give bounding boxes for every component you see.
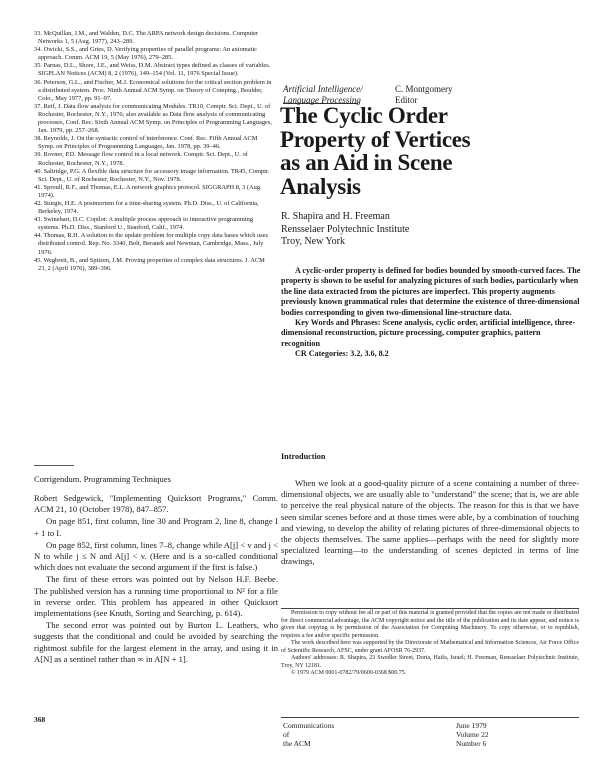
cr-categories: CR Categories: 3.2, 3.6, 8.2 [295, 349, 389, 359]
abstract-text: A cyclic-order property is defined for bodies bounded by smooth-curved faces. The property is shown to be useful for analyzing pictures of such bodies, particularly when the line data extracted from the pictures are imperfect. This property augments previously known grammatical rules that determine the existence of three-dimensional bodies corresponding to given two-dimensional line-structure data. [281, 266, 581, 317]
title-line: Property of Vertices [280, 126, 471, 152]
footnotes [281, 610, 579, 678]
title-line: as an Aid in Scene [280, 150, 453, 175]
reference-item: 40. Saltridge, P.G. A flexible data structure for accessory image information. TR45, Comptr. Sci. Dept., U. of Rochester, Rochester, N.Y., Nov. 1978. [34, 167, 270, 183]
footer-issue [456, 721, 489, 749]
footer-journal-line: of [283, 730, 290, 740]
abstract [281, 266, 581, 360]
footer-journal-line: the ACM [283, 739, 311, 749]
footer-issue-line: Volume 22 [456, 730, 489, 740]
author-addresses: Authors' addresses: R. Shapira, 23 Swedler Street, Doria, Haifa, Israel; H. Freeman, Rensselaer Polytechnic Institute, Troy, NY 12181. [281, 655, 579, 669]
reference-item: 33. McQuillan, J.M., and Walden, D.C. The ARPA network design decisions. Computer Networks 1, 5 (Aug. 1977), 243–289. [34, 30, 259, 46]
reference-item: 39. Rovner, P.D. Message flow control in a local network. Comptr. Sci. Dept., U. of Rochester, Rochester, N.Y., 1978. [34, 151, 248, 167]
footer-issue-line: June 1979 [456, 721, 487, 730]
reference-list [34, 30, 274, 273]
section-label-line: Language Processing [283, 94, 361, 105]
title-line: Analysis [280, 173, 361, 199]
funding-note: The work described here was supported by the Directorate of Mathematical and Information Sciences, Air Force Office of Scientific Research, AFSC, under grant AFOSR 76-2937. [281, 640, 579, 654]
introduction-body [281, 478, 579, 568]
section-label-line: Artificial Intelligence/ [283, 84, 363, 94]
introduction-paragraph: When we look at a good-quality picture of a scene containing a number of three-dimensional objects, we are usually able to "understand" the scene; that is, we are able to perceive the real physical nature of the objects. The reason for this is that we have seen similar scenes before and at those times were able, by a combination of touching and viewing, to develop the ability of relating pictures of three-dimensional objects to the objects themselves. The same applies—perhaps with the need for slightly more specialized learning—to the understanding of scenes depicted in terms of line drawings, [281, 478, 579, 567]
author-institution: Rensselaer Polytechnic Institute [281, 223, 410, 235]
footer-rule [281, 717, 579, 718]
author-location: Troy, New York [281, 236, 345, 248]
reference-item: 38. Reynolds, J. On the syntactic control of interference. Conf. Rec. Fifth Annual ACM Symp. on Principles of Programming Languages, Jan. 1978, pp. 39–46. [34, 135, 258, 151]
editor-role: Editor [395, 94, 418, 105]
corrigendum-paragraph: The second error was pointed out by Burton L. Leathers, who suggests that the conditional and could be avoided by searching the rightmost subfile for the largest element in the array, and using it in A[N] as a sentinel rather than ∞ in A[N + 1]. [34, 620, 278, 664]
reference-item: 34. Owicki, S.S., and Gries, D. Verifying properties of parallel programs: An axiomatic approach. Comm. ACM 19, 5 (May 1976), 279–285. [34, 46, 257, 62]
corrigendum-paragraph: On page 852, first column, lines 7–8, change while A[j] < v and j < N to while j ≤ N and A[j] < v. (Here and is a so-called conditional which does not evaluate the second argument if the first is false.) [34, 539, 278, 573]
reference-item: 42. Sturgis, H.E. A postmortem for a time-sharing system. Ph.D. Diss., U. of California, Berkeley, 1974. [34, 199, 259, 216]
title-line: The Cyclic Order [280, 103, 448, 128]
reference-item: 41. Sproull, R.F., and Thomas, E.L. A network graphics protocol. SIGGRAPH 8, 3 (Aug. 1974). [34, 183, 262, 199]
corrigendum-paragraph: Robert Sedgewick, "Implementing Quicksort Programs," Comm. ACM 21, 10 (October 1978), 847–857. [34, 493, 278, 515]
corrigendum-paragraph: The first of these errors was pointed out by Nelson H.F. Beebe. The published version has a running time proportional to N² for a file in reverse order. This problem has appeared in other Quicksort implementations (see Knuth, Sorting and Searching, p. 614). [34, 574, 278, 619]
editor-label [395, 84, 485, 105]
corrigendum-heading: Corrigendum. Programming Techniques [34, 474, 171, 484]
editor-name: C. Montgomery [395, 84, 453, 94]
copyright-notice: © 1979 ACM 0001-0782/79/0600-0368 $00.75. [291, 670, 407, 676]
author-block [281, 211, 409, 249]
reference-item: 36. Peterson, G.L., and Fischer, M.J. Economical solutions for the critical section problem in a distributed system. Proc. Ninth Annual ACM Symp. on Theory of Comptng., Boulder, Colo., May 1977, pp. 91–97. [34, 78, 272, 102]
section-divider [34, 465, 74, 466]
introduction-heading: Introduction [281, 452, 326, 461]
footer-journal-line: Communications [283, 721, 335, 730]
footnote-rule [281, 608, 579, 609]
copyright-permission: Permission to copy without fee all or part of this material is granted provided that the copies are not made or distributed for direct commercial advantage, the ACM copyright notice and the title of the publication and its date appear, and notice is given that copying is by permission of the Association for Computing Machinery. To copy otherwise, or to republish, requires a fee and/or specific permission. [281, 610, 579, 639]
author-names: R. Shapira and H. Freeman [281, 211, 390, 222]
page-number: 368 [34, 715, 46, 724]
section-label [283, 84, 393, 105]
footer-journal [283, 721, 334, 749]
corrigendum-paragraph: On page 851, first column, line 30 and Program 2, line 8, change I + 1 to I. [34, 516, 278, 538]
reference-item: 45. Wegbreit, B., and Spitzen, J.M. Proving properties of complex data structures. J. ACM 23, 2 (April 1976), 389–396. [34, 256, 265, 272]
reference-item: 44. Thomas, R.H. A solution to the update problem for multiple copy data bases which uses distributed control. Rep. No. 3340, Bolt, Beranek and Newman, Cambridge, Mass., July 1976. [34, 232, 268, 256]
footer-issue-line: Number 6 [456, 739, 487, 749]
article-title [280, 104, 580, 198]
reference-item: 35. Parnas, D.L., Shore, J.E., and Weiss, D.M. Abstract types defined as classes of variables. SIGPLAN Notices (ACM) 8, 2 (1976), 149–154 (Vol. 11, 1976 Special Issue). [34, 62, 271, 78]
reference-item: 37. Reif, J. Data flow analysis for communicating Modules. TR10, Comptr. Sci. Dept., U. of Rochester, Rochester, N.Y., 1976; also available as Data flow analysis of communicating processes, Conf. Rec. Sixth Annual ACM Symp. on Principles of Programming Languages, Jan. 1979, pp. 257–268. [34, 102, 272, 135]
keywords: Key Words and Phrases: Scene analysis, cyclic order, artificial intelligence, three-dimensional reconstruction, picture processing, computer graphics, pattern recognition [281, 318, 576, 348]
reference-item: 43. Swinehart, D.C. Copilot: A multiple process approach to interactive programming systems. Ph.D. Diss., Stanford U., Stanford, Calif., 1974. [34, 216, 254, 232]
corrigendum-body [34, 493, 278, 666]
